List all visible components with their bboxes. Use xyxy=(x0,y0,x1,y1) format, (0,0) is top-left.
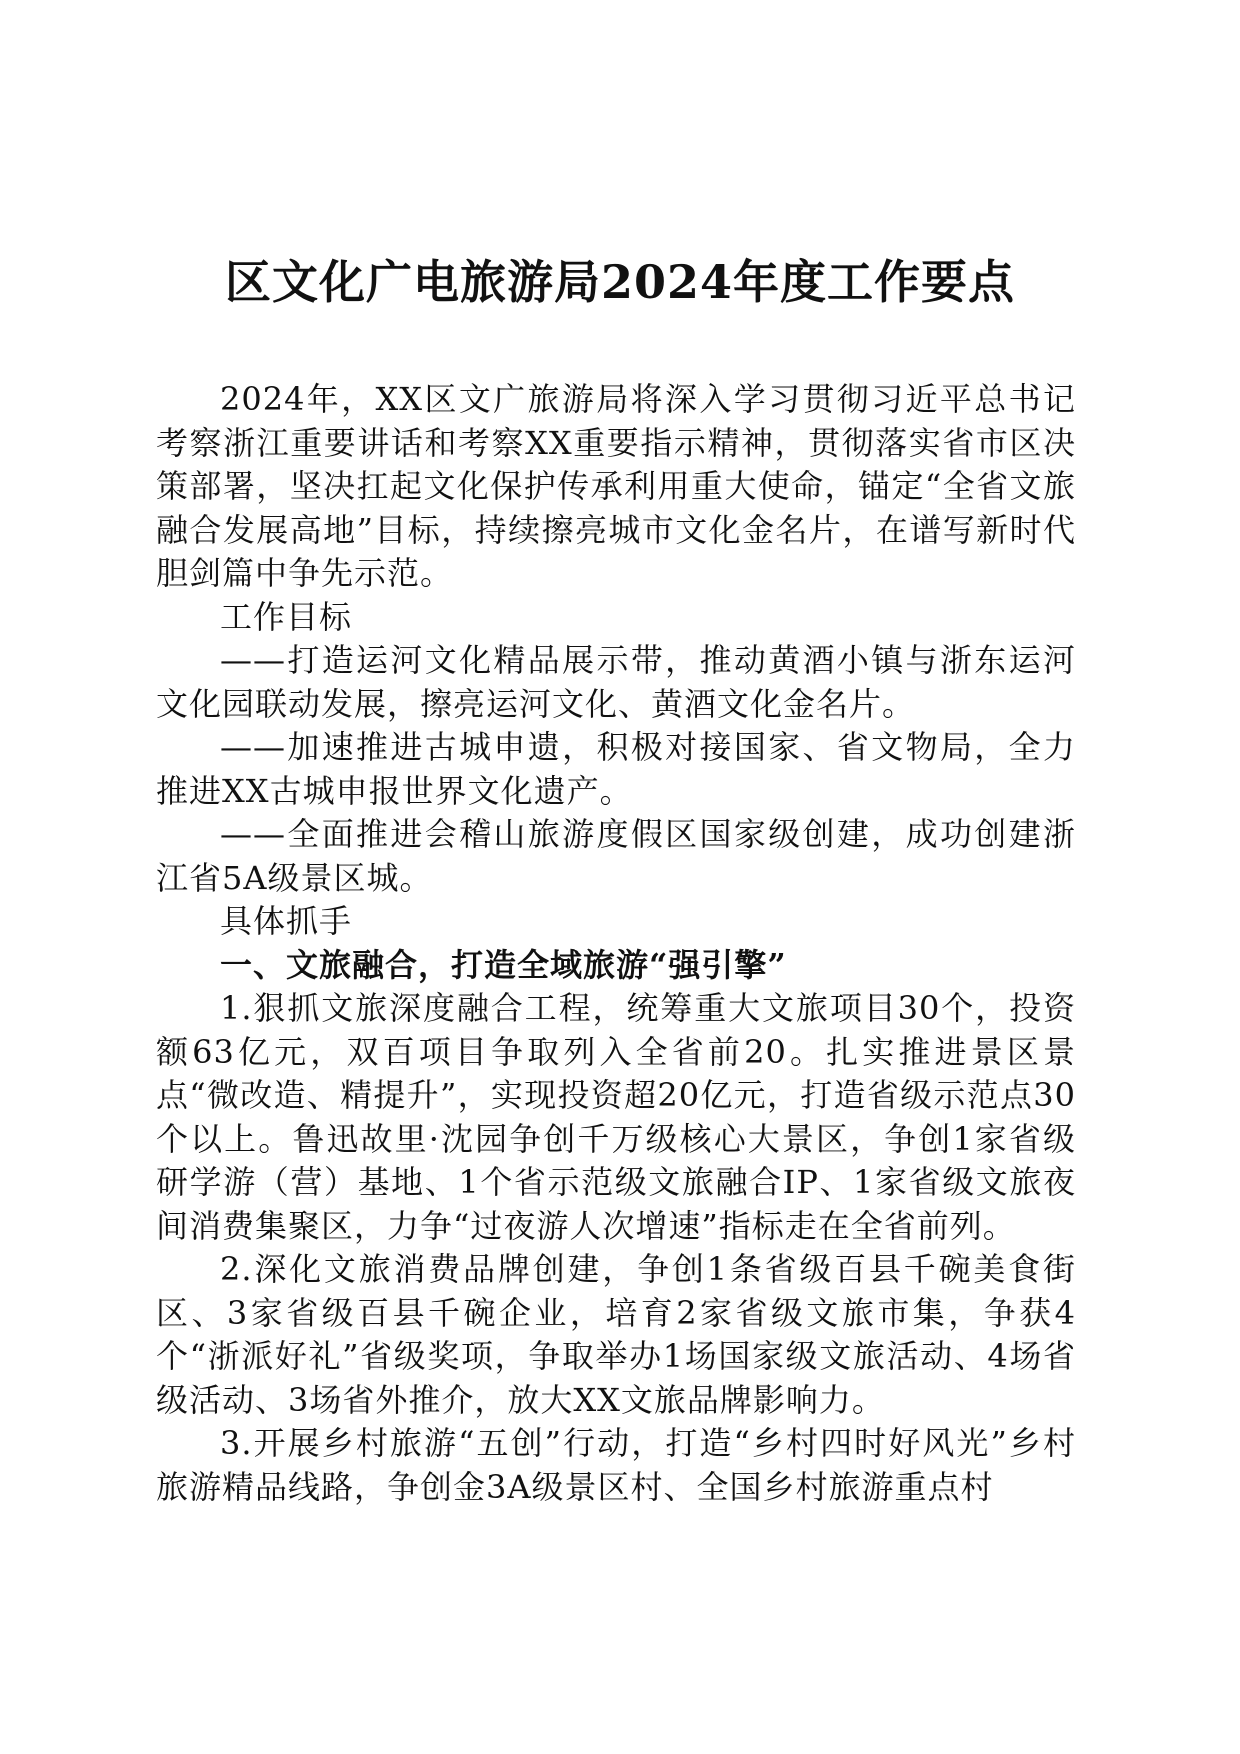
goal-item: ——加速推进古城申遗，积极对接国家、省文物局，全力推进XX古城申报世界文化遗产。 xyxy=(156,728,1076,810)
goal-item: ——全面推进会稽山旅游度假区国家级创建，成功创建浙江省5A级景区城。 xyxy=(156,815,1076,897)
intro-paragraph: 2024年，XX区文广旅游局将深入学习贯彻习近平总书记考察浙江重要讲话和考察XX重要指示精神，贯彻落实省市区决策部署，坚决扛起文化保护传承利用重大使命，锚定“全省文旅融合发展高地”目标，持续擦亮城市文化金名片，在谱写新时代胆剑篇中争先示范。 xyxy=(156,380,1076,592)
measure-item: 3.开展乡村旅游“五创”行动，打造“乡村四时好风光”乡村旅游精品线路，争创金3A级景区村、全国乡村旅游重点村 xyxy=(156,1424,1076,1506)
document-title: 区文化广电旅游局2024年度工作要点 xyxy=(224,255,1016,309)
section-heading: 一、文旅融合，打造全域旅游“强引擎” xyxy=(220,945,787,984)
measure-item: 1.狠抓文旅深度融合工程，统筹重大文旅项目30个，投资额63亿元，双百项目争取列入全省前20。扎实推进景区景点“微改造、精提升”，实现投资超20亿元，打造省级示范点30个以上。鲁迅故里·沈园争创千万级核心大景区，争创1家省级研学游（营）基地、1个省示范级文旅融合IP、1家省级文旅夜间消费集聚区，力争“过夜游人次增速”指标走在全省前列。 xyxy=(156,989,1076,1245)
document-body xyxy=(156,378,1076,1509)
section-label-measures: 具体抓手 xyxy=(220,902,353,940)
measure-item: 2.深化文旅消费品牌创建，争创1条省级百县千碗美食街区、3家省级百县千碗企业，培育2家省级文旅市集，争获4个“浙派好礼”省级奖项，争取举办1场国家级文旅活动、4场省级活动、3场省外推介，放大XX文旅品牌影响力。 xyxy=(156,1250,1076,1419)
goal-item: ——打造运河文化精品展示带，推动黄酒小镇与浙东运河文化园联动发展，擦亮运河文化、黄酒文化金名片。 xyxy=(156,641,1076,723)
section-label-goals: 工作目标 xyxy=(220,597,353,636)
